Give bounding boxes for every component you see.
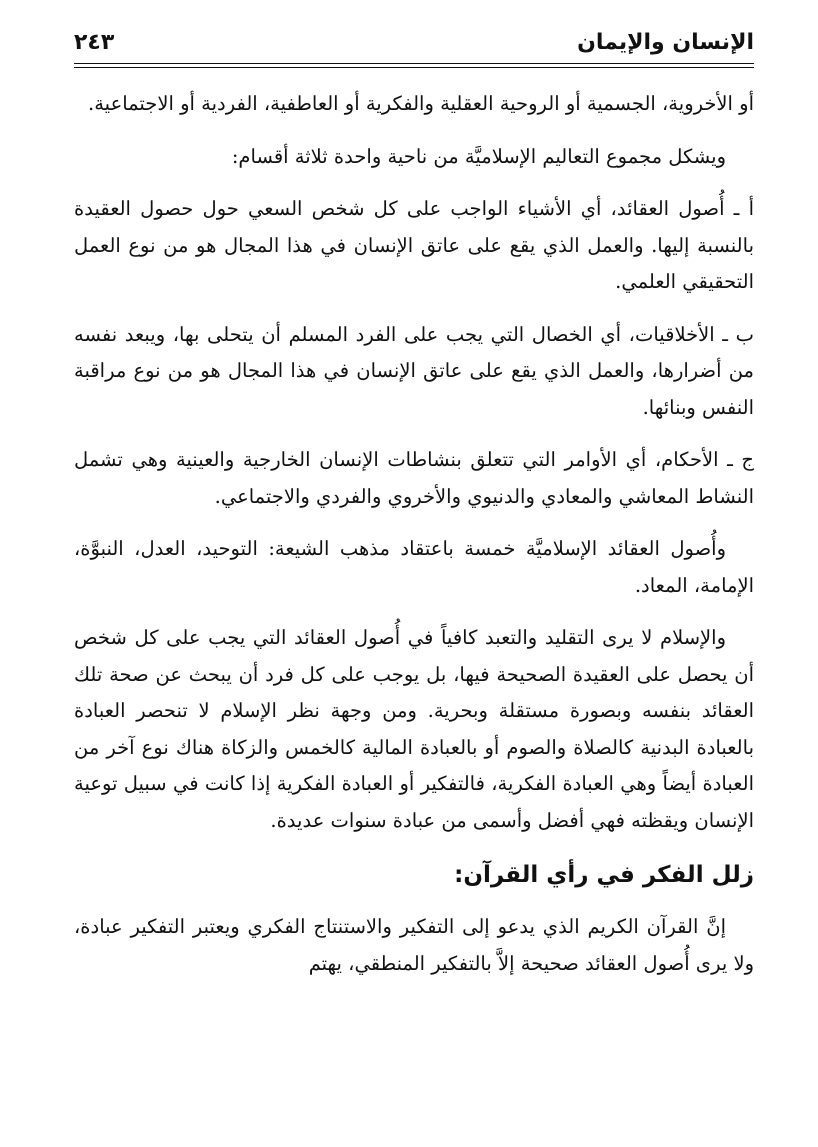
paragraph-quran: إنَّ القرآن الكريم الذي يدعو إلى التفكير والاستنتاج الفكري ويعتبر التفكير عبادة، ولا يرى أُصول العقائد صحيحة إلاَّ بالتفكير المنطقي، يهتم xyxy=(74,915,754,975)
paragraph-intro-sections: ويشكل مجموع التعاليم الإسلاميَّة من ناحية واحدة ثلاثة أقسام: xyxy=(231,144,726,168)
paragraph-section-c: ج ـ الأحكام، أي الأوامر التي تتعلق بنشاطات الإنسان الخارجية والعينية وهي تشمل النشاط المعاشي والمعادي والدنيوي والأخروي والفردي والاجتماعي. xyxy=(74,448,754,508)
section-heading: زلل الفكر في رأي القرآن: xyxy=(454,862,754,888)
page-body xyxy=(74,86,754,998)
page-number: ٢٤٣ xyxy=(74,30,115,55)
header-rule-top xyxy=(74,63,754,64)
running-title: الإنسان والإيمان xyxy=(577,30,754,55)
paragraph-section-a: أ ـ أُصول العقائد، أي الأشياء الواجب على كل شخص السعي حول حصول العقيدة بالنسبة إليها. والعمل الذي يقع على عاتق الإنسان في هذا المجال هو من نوع العمل التحقيقي العلمي. xyxy=(74,197,754,293)
paragraph-continuation: أو الأخروية، الجسمية أو الروحية العقلية والفكرية أو العاطفية، الفردية أو الاجتماعية. xyxy=(88,92,754,115)
header-rule-bottom xyxy=(74,67,754,68)
page-header xyxy=(74,28,754,58)
paragraph-section-b: ب ـ الأخلاقيات، أي الخصال التي يجب على الفرد المسلم أن يتحلى بها، ويبعد نفسه من أضرارها، والعمل الذي يقع على عاتق الإنسان في هذا المجال هو من نوع مراقبة النفس وبنائها. xyxy=(74,322,754,419)
paragraph-principles: وأُصول العقائد الإسلاميَّة خمسة باعتقاد مذهب الشيعة: التوحيد، العدل، النبوَّة، الإمامة، المعاد. xyxy=(74,537,754,597)
paragraph-islam-thinking: والإسلام لا يرى التقليد والتعبد كافياً في أُصول العقائد التي يجب على كل شخص أن يحصل على العقيدة الصحيحة فيها، بل يوجب على كل فرد أن يبحث عن صحة تلك العقائد بنفسه وبصورة مستقلة وبحرية. ومن وجهة نظر الإسلام لا تنحصر العبادة بالعبادة البدنية كالصلاة والصوم أو بالعبادة المالية كالخمس والزكاة هناك نوع آخر من العبادة أيضاً وهي العبادة الفكرية، فالتفكير أو العبادة الفكرية إذا كانت في سبيل توعية الإنسان ويقظته فهي أفضل وأسمى من عبادة سنوات عديدة. xyxy=(74,626,754,832)
